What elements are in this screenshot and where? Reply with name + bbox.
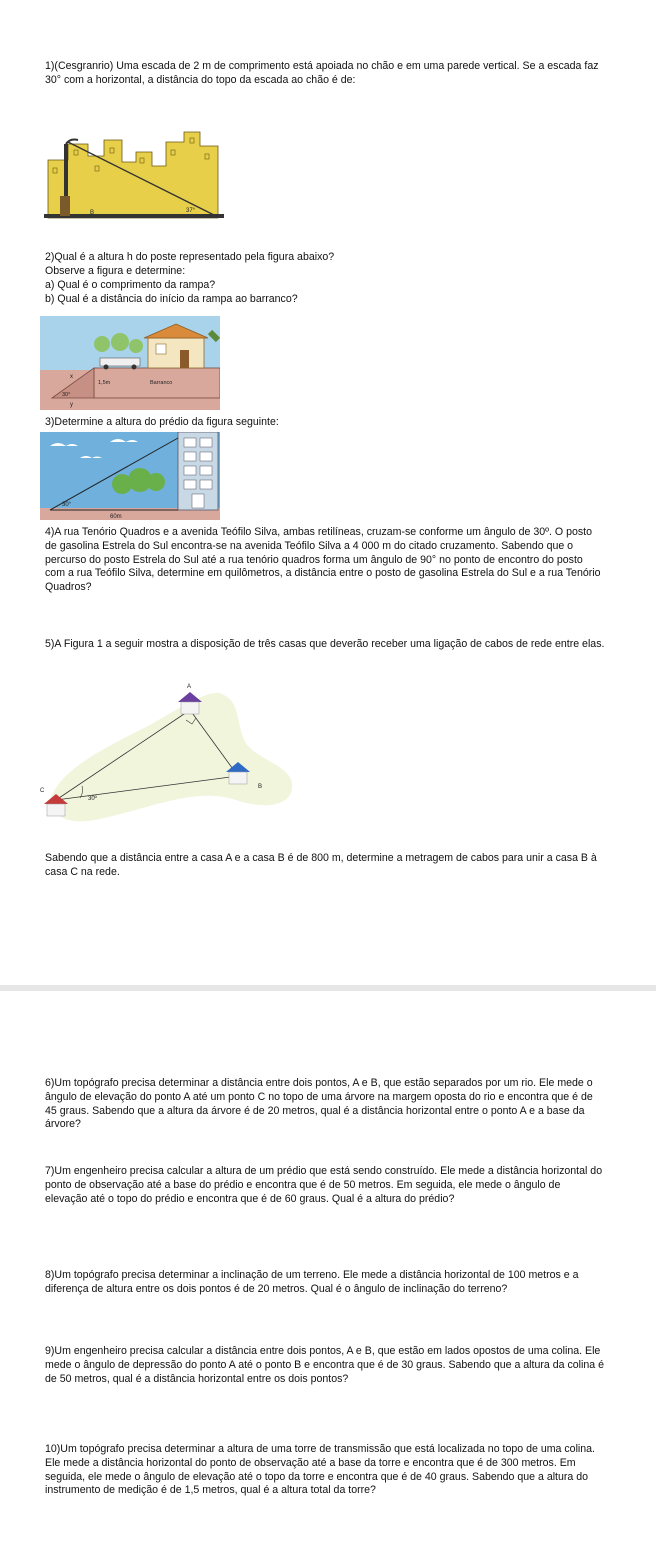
ground-line bbox=[44, 214, 224, 218]
question-6-text: 6)Um topógrafo precisa determinar a distância entre dois pontos, A e B, que estão separados por um rio. Ele mede o ângulo de elevação do ponto A até um ponto C no topo de uma árvore na margem oposta do rio e encontra que é de 45 graus. Sabendo que a altura da árvore é de 20 metros, qual é a distância horizontal entre o ponto A e a base da árvore? bbox=[45, 1077, 593, 1131]
question-9-text: 9)Um engenheiro precisa calcular a distância entre dois pontos, A e B, que estão em lados opostos de uma colina. Ele mede o ângulo de depressão do ponto A até o ponto B e encontra que é de 30 graus. Sabendo que a altura da colina é de 50 metros, qual é a distância horizontal entre os dois pontos? bbox=[45, 1345, 604, 1385]
label-b: B bbox=[258, 784, 263, 790]
question-8-text: 8)Um topógrafo precisa determinar a inclinação de um terreno. Ele mede a distância horizontal de 100 metros e a diferença de altura entre os dois pontos é de 20 metros. Qual é o ângulo de inclinação do terreno? bbox=[45, 1269, 579, 1295]
question-10-text: 10)Um topógrafo precisa determinar a altura de uma torre de transmissão que está localizada no topo de uma colina. Ele mede a distância horizontal do ponto de observação até a base da torre e encontra que é de 300 metros. Em seguida, ele mede o ângulo de elevação até o topo da torre e encontra que é de 40 graus. Sabendo que a altura do instrumento de medição é de 1,5 metros, qual é a altura total da torre? bbox=[45, 1443, 596, 1497]
figure-ramp bbox=[40, 316, 220, 410]
question-4-text: 4)A rua Tenório Quadros e a avenida Teófilo Silva, ambas retilíneas, cruzam-se conforme um ângulo de 30º. O posto de gasolina Estrela do Sul encontra-se na avenida Teófilo Silva a 4 000 m do citado cruzamento. Sabendo que o percurso do posto Estrela do Sul até a rua tenório quadros forma um ângulo de 90° no ponto de encontro do posto com a rua Teófilo Silva, determine em quilômetros, a distância entre o posto de gasolina Estrela do Sul e a rua Tenório Quadros? bbox=[45, 526, 601, 594]
figure-houses bbox=[40, 680, 300, 840]
label-angle: 30º bbox=[88, 796, 97, 802]
label-angle: 30° bbox=[62, 392, 71, 398]
label-c: C bbox=[40, 788, 45, 794]
terrain bbox=[50, 693, 292, 821]
question-1-text: 1)(Cesgranrio) Uma escada de 2 m de comprimento está apoiada no chão e em uma parede vertical. Se a escada faz 30° com a horizontal, a distância do topo da escada ao chão é de: bbox=[45, 60, 599, 86]
question-2-line3: a) Qual é o comprimento da rampa? bbox=[45, 279, 216, 291]
label-height: 1,5m bbox=[98, 380, 111, 386]
house-a bbox=[178, 692, 202, 714]
question-2-text: 2)Qual é a altura h do poste representado pela figura abaixo? bbox=[45, 251, 335, 263]
question-2-line2: Observe a figura e determine: bbox=[45, 265, 186, 277]
figure-building bbox=[40, 432, 220, 520]
label-x: x bbox=[70, 374, 73, 380]
question-2-line4: b) Qual é a distância do início da rampa ao barranco? bbox=[45, 293, 298, 305]
question-3-text: 3)Determine a altura do prédio da figura seguinte: bbox=[45, 416, 279, 428]
figure-ladder bbox=[40, 122, 228, 222]
label-distance: 60m bbox=[110, 514, 122, 520]
angle-label: 37° bbox=[186, 208, 196, 214]
question-5-text: 5)A Figura 1 a seguir mostra a disposição de três casas que deverão receber uma ligação de cabos de rede entre elas. bbox=[45, 638, 605, 650]
point-b-label: B bbox=[90, 210, 95, 216]
label-y: y bbox=[70, 402, 73, 408]
question-5-after: Sabendo que a distância entre a casa A e a casa B é de 800 m, determine a metragem de cabos para unir a casa B à casa C na rede. bbox=[45, 852, 597, 878]
label-barranco: Barranco bbox=[150, 380, 173, 386]
question-7-text: 7)Um engenheiro precisa calcular a altura de um prédio que está sendo construído. Ele mede a distância horizontal do ponto de observação até a base do prédio e encontra que é de 50 metros. Em seguida, ele mede o ângulo de elevação até o topo do prédio e encontra que é de 60 graus. Qual é a altura do prédio? bbox=[45, 1165, 603, 1205]
page-2 bbox=[0, 991, 656, 1561]
label-a: A bbox=[187, 684, 192, 690]
label-angle: 30° bbox=[62, 502, 72, 508]
